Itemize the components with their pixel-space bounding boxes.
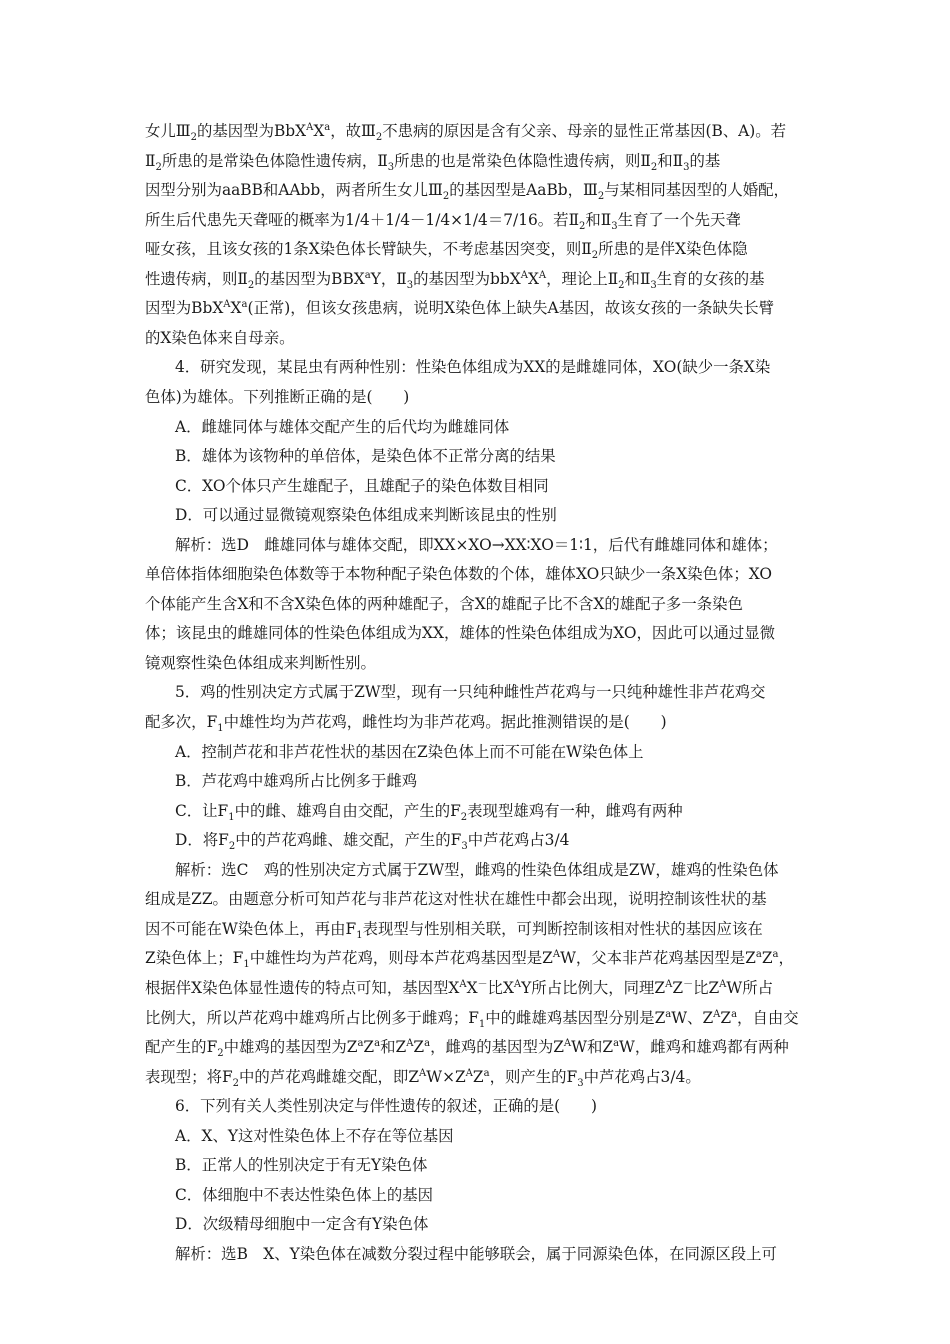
text-run: 和Z	[380, 1038, 407, 1056]
text-run: C．让F	[175, 802, 229, 820]
text-run: A．雌雄同体与雄体交配产生的后代均为雌雄同体	[175, 418, 510, 436]
subscript: 2	[228, 841, 236, 853]
text-run: 体；该昆虫的雌雄同体的性染色体组成为XX，雄体的性染色体组成为XO，因此可以通过显微	[145, 624, 776, 642]
subscript: 2	[190, 132, 197, 144]
text-run: 个体能产生含X和不含X染色体的两种雄配子，含X的雄配子比不含X的雄配子多一条染色	[145, 595, 743, 613]
text-run: 中雄鸡的基因型为Z	[223, 1038, 358, 1056]
subscript: 2	[650, 162, 658, 174]
text-run: Z染色体上；F	[145, 949, 244, 967]
text-run: 女儿Ⅲ	[145, 122, 191, 140]
text-run: 性遗传病，则Ⅱ	[145, 270, 248, 288]
subscript: 3	[650, 280, 657, 292]
text-line	[175, 1214, 428, 1234]
text-run: 不患病的原因是含有父亲、母亲的显性正常基因(B、A)。若	[382, 122, 787, 140]
text-line	[145, 239, 748, 262]
text-run: 配多次，F	[145, 713, 218, 731]
subscript: 2	[232, 1078, 240, 1090]
text-run: ，	[778, 949, 794, 967]
superscript: a	[772, 948, 779, 960]
text-line	[175, 1096, 597, 1116]
superscript: a	[613, 1037, 620, 1049]
text-run: (正常)，但该女孩患病，说明X染色体上缺失A基因，故该女孩的一条缺失长臂	[247, 299, 775, 317]
text-run: 镜观察性染色体组成来判断性别。	[145, 654, 376, 672]
text-run: 4．研究发现，某昆虫有两种性别：性染色体组成为XX的是雌雄同体，XO(缺少一条X染	[175, 358, 771, 376]
superscript: A	[520, 269, 528, 281]
text-run: ，雌鸡的基因型为Z	[430, 1038, 564, 1056]
text-run: A．控制芦花和非芦花性状的基因在Z染色体上而不可能在W染色体上	[175, 743, 644, 761]
text-run: Y，Ⅱ	[370, 270, 407, 288]
text-run: 中芦花鸡占3/4	[467, 831, 570, 849]
subscript: 3	[577, 1078, 584, 1090]
text-run: 的X染色体来自母亲。	[145, 329, 295, 347]
text-run: 解析：选C 鸡的性别决定方式属于ZW型，雌鸡的性染色体组成是ZW，雄鸡的性染色体	[175, 861, 779, 879]
text-run: 中芦花鸡占3/4。	[583, 1068, 701, 1086]
superscript: a	[424, 1037, 431, 1049]
text-run: 的基	[689, 152, 721, 170]
text-line	[145, 210, 741, 233]
text-run: W、Z	[671, 1009, 714, 1027]
superscript: a	[374, 1037, 381, 1049]
text-line	[145, 121, 787, 144]
superscript: a	[755, 948, 762, 960]
text-line	[145, 712, 667, 735]
superscript: A	[563, 1037, 572, 1049]
text-run: 和Ⅱ	[624, 270, 651, 288]
text-run: 的基因型为BbX	[197, 122, 307, 140]
text-run: 表现型与性别相关联，可判断控制该相对性状的基因应该在	[362, 920, 763, 938]
text-line	[175, 1244, 777, 1264]
text-run: ，理论上Ⅱ	[546, 270, 619, 288]
text-run: 中的雌、雄鸡自由交配，产生的F	[234, 802, 461, 820]
text-line	[145, 564, 772, 584]
text-run: W×Z	[426, 1068, 466, 1086]
text-run: 中的芦花鸡雌雄交配，即Z	[239, 1068, 420, 1086]
text-run: W，雌鸡和雄鸡都有两种	[619, 1038, 789, 1056]
subscript: 2	[460, 812, 468, 824]
text-run: ，则产生的F	[489, 1068, 578, 1086]
superscript: －	[683, 978, 694, 990]
superscript: A	[719, 978, 727, 990]
subscript: 3	[683, 162, 690, 174]
text-run: 生育了一个先天聋	[617, 211, 741, 229]
text-run: D．可以通过显微镜观察染色体组成来判断该昆虫的性别	[175, 506, 557, 524]
subscript: 1	[243, 959, 250, 971]
text-run: ，故Ⅲ	[330, 122, 376, 140]
text-run: 和Ⅱ	[657, 152, 684, 170]
subscript: 2	[375, 132, 383, 144]
text-line	[175, 771, 417, 791]
subscript: 3	[387, 162, 395, 174]
text-run: 因型分别为aaBB和AAbb，两者所生女儿Ⅲ	[145, 181, 443, 199]
text-line	[175, 742, 644, 762]
text-line	[145, 328, 294, 348]
text-line	[145, 1008, 799, 1031]
text-run: 配产生的F	[145, 1038, 218, 1056]
text-line	[175, 476, 549, 496]
text-run: 与某相同基因型的人婚配，	[604, 181, 789, 199]
text-run: 中的芦花鸡雌、雄交配，产生的F	[235, 831, 462, 849]
superscript: a	[364, 269, 371, 281]
text-run: Z	[363, 1038, 375, 1056]
superscript: A	[306, 121, 314, 133]
text-run: 色体)为雄体。下列推断正确的是( )	[145, 388, 410, 406]
text-line	[175, 417, 509, 437]
text-run: 的基因型为bbX	[413, 270, 521, 288]
superscript: a	[241, 298, 248, 310]
text-line	[145, 653, 376, 673]
subscript: 1	[217, 723, 224, 735]
text-run: 中的雌雄鸡基因型分别是Z	[485, 1009, 666, 1027]
text-run: W所占	[726, 979, 773, 997]
text-run: 和Ⅱ	[585, 211, 612, 229]
text-run: 哑女孩，且该女孩的1条X染色体长臂缺失，不考虑基因突变，则Ⅱ	[145, 240, 592, 258]
text-line	[175, 535, 778, 555]
subscript: 1	[356, 930, 363, 942]
superscript: a	[357, 1037, 364, 1049]
text-run: 中雄性均为芦花鸡，雌性均为非芦花鸡。据此推测错误的是( )	[223, 713, 667, 731]
text-run: W和Z	[571, 1038, 614, 1056]
text-run: X	[230, 299, 242, 317]
text-run: Z	[761, 949, 773, 967]
subscript: 2	[591, 250, 599, 262]
text-line	[145, 889, 767, 909]
text-line	[175, 1185, 433, 1205]
superscript: A	[465, 1067, 473, 1079]
text-line	[175, 1155, 427, 1175]
text-run: 生育的女孩的基	[656, 270, 765, 288]
text-run: 因不可能在W染色体上，再由F	[145, 920, 357, 938]
text-line	[145, 298, 774, 318]
text-run: A．X、Y这对性染色体上不存在等位基因	[175, 1127, 454, 1145]
text-run: 的基因型是AaBb，Ⅲ	[449, 181, 598, 199]
text-run: 比例大，所以芦花鸡中雄鸡所占比例多于雌鸡；F	[145, 1009, 479, 1027]
text-run: 所患的是常染色体隐性遗传病，Ⅱ	[161, 152, 388, 170]
text-run: 解析：选B X、Y染色体在减数分裂过程中能够联会，属于同源染色体，在同源区段上可	[175, 1245, 777, 1263]
text-run: ，自由交	[737, 1009, 799, 1027]
superscript: A	[459, 978, 467, 990]
superscript: A	[552, 948, 561, 960]
text-run: X	[527, 270, 539, 288]
text-run: 单倍体指体细胞染色体数等于本物种配子染色体数的个体，雄体XO只缺少一条X染色体；XO	[145, 565, 773, 583]
text-run: B．芦花鸡中雄鸡所占比例多于雌鸡	[175, 772, 418, 790]
text-line	[145, 1037, 789, 1060]
subscript: 3	[611, 221, 618, 233]
text-run: 5．鸡的性别决定方式属于ZW型，现有一只纯种雌性芦花鸡与一只纯种雄性非芦花鸡交	[175, 683, 766, 701]
text-run: Ⅱ	[145, 152, 156, 170]
superscript: a	[731, 1008, 738, 1020]
text-line	[145, 180, 789, 203]
text-run: 组成是ZZ。由题意分析可知芦花与非芦花这对性状在雄性中都会出现，说明控制该性状的基	[145, 890, 767, 908]
text-run: D．次级精母细胞中一定含有Y染色体	[175, 1215, 429, 1233]
text-line	[145, 978, 773, 998]
text-run: Z	[672, 979, 684, 997]
subscript: 2	[247, 280, 255, 292]
text-line	[175, 830, 570, 853]
subscript: 2	[618, 280, 625, 292]
subscript: 1	[228, 812, 235, 824]
text-run: 解析：选D 雌雄同体与雄体交配，即XX×XO→XX∶XO＝1∶1，后代有雌雄同体和雄体；	[175, 536, 778, 554]
subscript: 2	[597, 191, 605, 203]
text-run: B．正常人的性别决定于有无Y染色体	[175, 1156, 428, 1174]
text-run: 比X	[487, 979, 514, 997]
superscript: A	[513, 978, 522, 990]
text-run: 表现型；将F	[145, 1068, 233, 1086]
superscript: A	[406, 1037, 414, 1049]
text-line	[145, 919, 763, 942]
superscript: A	[223, 298, 231, 310]
text-run: 所生后代患先天聋哑的概率为1/4＋1/4－1/4×1/4＝7/16。若Ⅱ	[145, 211, 580, 229]
subscript: 3	[461, 841, 468, 853]
text-run: 中雄性均为芦花鸡，则母本芦花鸡基因型是Z	[249, 949, 553, 967]
text-line	[175, 860, 778, 880]
text-run: Z	[413, 1038, 425, 1056]
subscript: 1	[478, 1019, 486, 1031]
text-line	[145, 594, 743, 614]
text-run: 根据伴X染色体显性遗传的特点可知，基因型X	[145, 979, 460, 997]
superscript: A	[713, 1008, 721, 1020]
superscript: a	[324, 121, 331, 133]
text-run: X	[313, 122, 325, 140]
text-line	[175, 682, 765, 702]
superscript: A	[538, 269, 547, 281]
text-run: Z	[720, 1009, 732, 1027]
text-run: B．雄体为该物种的单倍体，是染色体不正常分离的结果	[175, 447, 556, 465]
text-run: 比Z	[693, 979, 720, 997]
text-line	[145, 151, 721, 174]
text-line	[145, 387, 409, 407]
text-line	[145, 1067, 701, 1090]
text-line	[145, 623, 775, 643]
text-run: X	[466, 979, 478, 997]
text-line	[145, 948, 794, 971]
text-run: C．XO个体只产生雄配子，且雄配子的染色体数目相同	[175, 477, 549, 495]
text-line	[175, 505, 557, 525]
subscript: 2	[579, 221, 586, 233]
text-run: C．体细胞中不表达性染色体上的基因	[175, 1186, 434, 1204]
text-line	[175, 1126, 453, 1146]
text-run: 所患的也是常染色体隐性遗传病，则Ⅱ	[394, 152, 651, 170]
text-run: 表现型雄鸡有一种，雌鸡有两种	[467, 802, 683, 820]
superscript: A	[665, 978, 673, 990]
subscript: 2	[442, 191, 450, 203]
superscript: A	[419, 1067, 427, 1079]
superscript: a	[483, 1067, 490, 1079]
text-line	[175, 801, 683, 824]
text-line	[145, 269, 765, 292]
subscript: 3	[406, 280, 414, 292]
text-run: Z	[472, 1068, 484, 1086]
text-run: 6．下列有关人类性别决定与伴性遗传的叙述，正确的是( )	[175, 1097, 597, 1115]
text-line	[175, 446, 556, 466]
superscript: －	[477, 978, 488, 990]
subscript: 2	[155, 162, 162, 174]
superscript: a	[665, 1008, 672, 1020]
text-run: W，父本非芦花鸡基因型是Z	[560, 949, 756, 967]
text-run: Y所占比例大，同理Z	[521, 979, 666, 997]
subscript: 2	[217, 1048, 224, 1060]
text-run: 的基因型为BBX	[254, 270, 365, 288]
text-run: 因型为BbX	[145, 299, 224, 317]
text-line	[175, 357, 770, 377]
text-run: D．将F	[175, 831, 229, 849]
text-run: 所患的是伴X染色体隐	[598, 240, 748, 258]
